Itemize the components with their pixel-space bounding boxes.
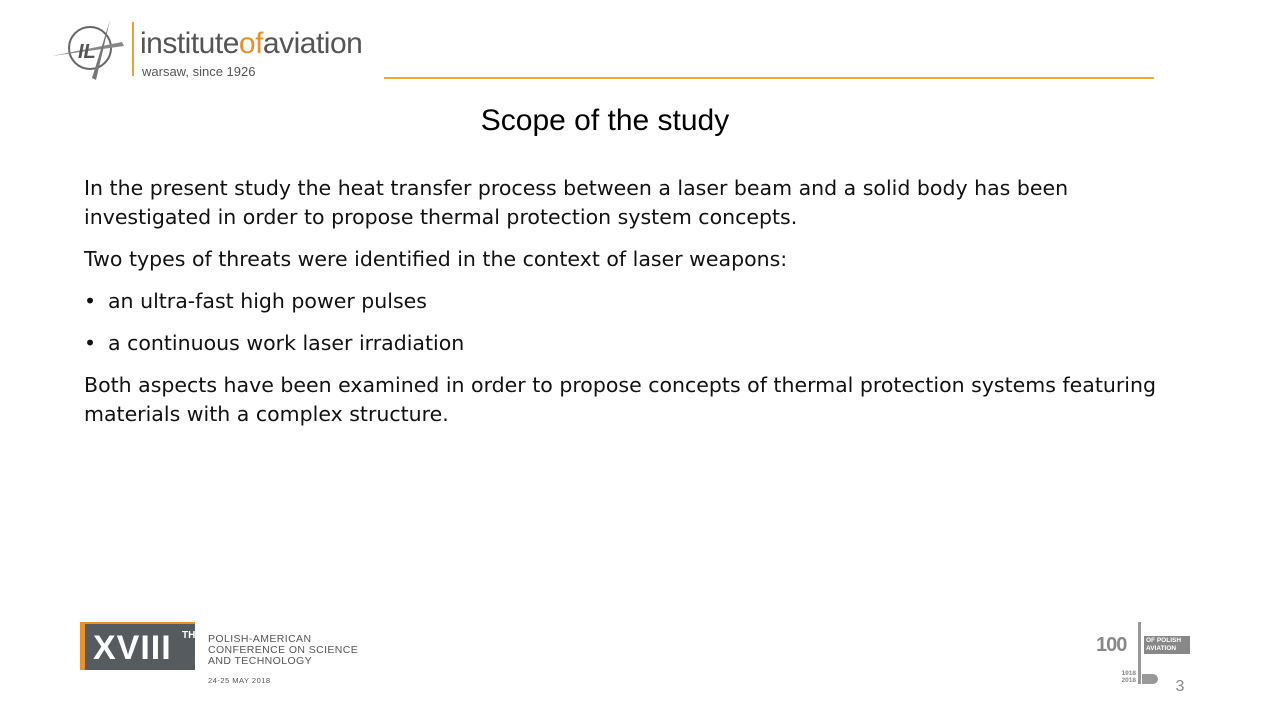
hundred-bar <box>1138 622 1141 684</box>
logo-name <box>140 28 362 60</box>
conference-line: AND TECHNOLOGY <box>208 655 313 667</box>
conference-number: XVIII <box>93 629 172 667</box>
hundred-label-line: AVIATION <box>1146 645 1177 652</box>
slide-content <box>84 174 1164 442</box>
hundred-number: 100 <box>1096 634 1127 656</box>
logo-name-aviation: aviation <box>262 27 363 60</box>
compass-logo-icon <box>52 18 130 82</box>
bullet-item: • an ultra-fast high power pulses <box>84 287 1164 316</box>
header-divider-line <box>384 77 1154 79</box>
conference-line: CONFERENCE ON SCIENCE <box>208 644 359 656</box>
conference-badge <box>80 622 195 670</box>
logo-mark-text: IL <box>78 41 96 63</box>
conference-superscript: TH <box>182 630 196 641</box>
logo-divider <box>132 22 134 76</box>
conclusion-paragraph: Both aspects have been examined in order to propose concepts of thermal protection systems featuring materials with a complex structure. <box>84 373 1156 426</box>
logo-subtitle: warsaw, since 1926 <box>142 64 256 79</box>
conference-line: POLISH-AMERICAN <box>208 633 312 645</box>
institute-of-aviation-logo <box>52 18 382 82</box>
conference-logo <box>80 622 400 692</box>
hundred-years <box>1118 670 1136 684</box>
hundred-label-line: OF POLISH <box>1146 637 1182 644</box>
page-number: 3 <box>1175 678 1185 695</box>
conference-date: 24-25 MAY 2018 <box>208 676 271 685</box>
slide-title: Scope of the study <box>480 104 730 137</box>
logo-name-institute: institute <box>140 27 239 60</box>
conference-title <box>208 634 358 667</box>
logo-name-of: of <box>238 27 263 60</box>
hundred-label-box <box>1144 636 1190 654</box>
year-start: 1918 <box>1121 670 1136 677</box>
threats-paragraph: Two types of threats were identified in the context of laser weapons: <box>84 247 788 271</box>
year-end: 2018 <box>1121 677 1136 684</box>
hundred-stub <box>1142 674 1158 684</box>
bullet-item: • a continuous work laser irradiation <box>84 329 1164 358</box>
intro-paragraph: In the present study the heat transfer process between a laser beam and a solid body has been investigated in order to propose thermal protection system concepts. <box>84 176 1069 229</box>
